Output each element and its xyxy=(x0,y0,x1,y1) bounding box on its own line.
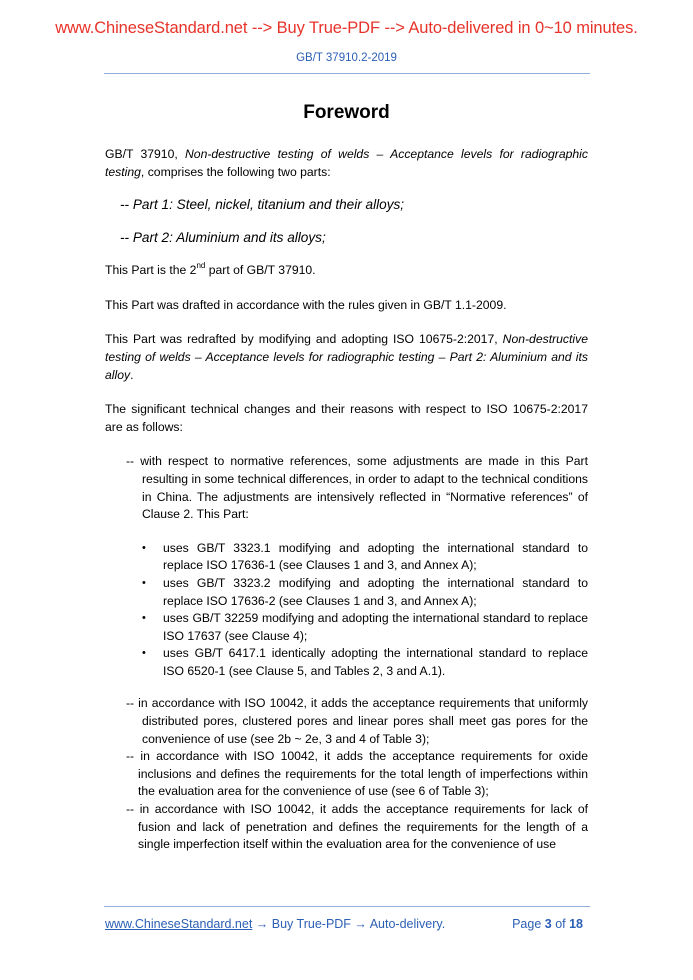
intro-suffix: , comprises the following two parts: xyxy=(140,164,331,179)
list-item xyxy=(105,610,588,645)
bullet-icon: • xyxy=(142,612,146,625)
change-item-1: -- with respect to normative references, some adjustments are made in this Part resulting in some technical differences, in order to adapt to the technical conditions in China. The adjustments are intensively reflected in “Normative references” of Clause 2. This Part: xyxy=(126,454,588,522)
bullet-text: uses GB/T 3323.2 modifying and adopting the international standard to replace ISO 17636-2 (see Clauses 1 and 3, and Annex A); xyxy=(163,575,588,608)
list-item xyxy=(105,540,588,575)
change-item-3: -- in accordance with ISO 10042, it adds the acceptance requirements for oxide inclusions and defines the requirements for the total length of imperfections within the evaluation area for the convenience of use (see 6 of Table 3); xyxy=(126,749,588,799)
intro-paragraph xyxy=(105,146,588,181)
list-item xyxy=(105,645,588,680)
top-banner[interactable]: www.ChineseStandard.net --> Buy True-PDF --> Auto-delivered in 0~10 minutes. xyxy=(55,19,638,37)
part-info-sup: nd xyxy=(196,261,206,271)
bullet-icon: • xyxy=(142,647,146,660)
page-indicator xyxy=(512,917,583,931)
part-info-prefix: This Part is the 2 xyxy=(105,263,197,278)
total-pages: 18 xyxy=(569,917,583,931)
change-item-2: -- in accordance with ISO 10042, it adds the acceptance requirements that uniformly distributed pores, clustered pores and linear pores shall meet gas pores for the convenience of use (see 2b ~ 2e, 3 and 4 of Table 3); xyxy=(126,696,588,746)
redrafted-suffix: . xyxy=(130,367,134,382)
list-item xyxy=(105,575,588,610)
footer-tagline: → Buy True-PDF → Auto-delivery. xyxy=(252,917,446,931)
bullet-text: uses GB/T 3323.1 modifying and adopting the international standard to replace ISO 17636-1 (see Clauses 1 and 3, and Annex A); xyxy=(163,540,588,573)
header-divider xyxy=(104,73,590,74)
redrafted-paragraph xyxy=(105,331,588,384)
redrafted-italic-title: Non-destructive testing of welds – Acceptance levels for radiographic testing – Part 2: Aluminium and its alloy xyxy=(105,332,588,382)
page-footer xyxy=(105,917,588,931)
intro-italic-title: Non-destructive testing of welds – Acceptance levels for radiographic testing xyxy=(105,147,588,179)
of-label: of xyxy=(551,917,570,931)
bullet-icon: • xyxy=(142,541,146,554)
drafted-paragraph: This Part was drafted in accordance with the rules given in GB/T 1.1-2009. xyxy=(105,297,507,312)
page-label: Page xyxy=(512,917,545,931)
bullet-text: uses GB/T 6417.1 identically adopting the international standard to replace ISO 6520-1 (see Clause 5, and Tables 2, 3 and A.1). xyxy=(163,646,588,678)
part-2-item: -- Part 2: Aluminium and its alloys; xyxy=(120,230,326,246)
footer-site-link[interactable]: www.ChineseStandard.net xyxy=(105,917,253,931)
standard-code-header: GB/T 37910.2-2019 xyxy=(296,52,397,64)
part-1-item: -- Part 1: Steel, nickel, titanium and their alloys; xyxy=(120,197,405,213)
foreword-body xyxy=(105,146,588,854)
bullet-text: uses GB/T 32259 modifying and adopting the international standard to replace ISO 17637 (see Clause 4); xyxy=(163,611,588,643)
page-title: Foreword xyxy=(303,102,390,123)
bullet-icon: • xyxy=(142,576,146,589)
footer-divider xyxy=(104,906,590,907)
change-item-4: -- in accordance with ISO 10042, it adds the acceptance requirements for lack of fusion and lack of penetration and defines the requirements for the length of a single imperfection itself within the evaluation area for the convenience of use xyxy=(126,802,588,852)
part-info-paragraph xyxy=(105,262,588,280)
part-info-suffix: part of GB/T 37910. xyxy=(205,263,316,278)
page-number: 3 xyxy=(544,917,552,931)
intro-prefix: GB/T 37910, xyxy=(105,147,185,161)
bullet-list xyxy=(105,540,588,681)
redrafted-prefix: This Part was redrafted by modifying and adopting ISO 10675-2:2017, xyxy=(105,332,503,347)
changes-intro-paragraph: The significant technical changes and their reasons with respect to ISO 10675-2:2017 are as follows: xyxy=(105,402,588,434)
